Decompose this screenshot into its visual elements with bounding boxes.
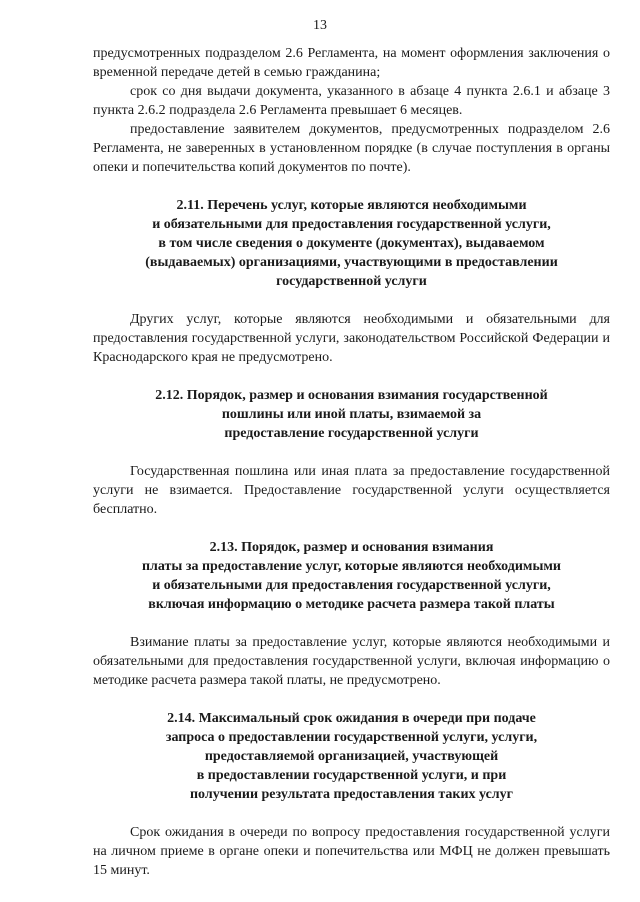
- intro-paragraph-3: предоставление заявителем документов, предусмотренных подразделом 2.6 Регламента, не заверенных в установленном порядке (в случае поступления в органы опеки и попечительства копий документов по почте).: [93, 122, 610, 175]
- section-body-2-12: Государственная пошлина или иная плата за предоставление государственной услуги не взимается. Предоставление государственной услуги осуществляется бесплатно.: [93, 464, 610, 517]
- section-body-2-14: Срок ожидания в очереди по вопросу предоставления государственной услуги на личном приеме в органе опеки и попечительства или МФЦ не должен превышать 15 минут.: [93, 825, 610, 878]
- heading-line: 2.14. Максимальный срок ожидания в очереди при подаче: [167, 711, 536, 726]
- heading-line: 2.12. Порядок, размер и основания взимания государственной: [155, 388, 548, 403]
- page-content: [93, 44, 610, 880]
- section-heading-2-13: [93, 538, 610, 614]
- section-heading-2-14: [93, 709, 610, 804]
- heading-line: запроса о предоставлении государственной услуги, услуги,: [165, 730, 538, 745]
- heading-line: включая информацию о методике расчета размера такой платы: [148, 597, 555, 612]
- section-body-2-11: Других услуг, которые являются необходимыми и обязательными для предоставления государственной услуги, законодательством Российской Федерации и Краснодарского края не предусмотрено.: [93, 312, 610, 365]
- heading-line: и обязательными для предоставления государственной услуги,: [152, 217, 551, 232]
- intro-paragraph-2: срок со дня выдачи документа, указанного в абзаце 4 пункта 2.6.1 и абзаце 3 пункта 2.6.2 подраздела 2.6 Регламента превышает 6 месяцев.: [93, 84, 610, 118]
- heading-line: пошлины или иной платы, взимаемой за: [221, 407, 482, 422]
- section-body-2-13: Взимание платы за предоставление услуг, которые являются необходимыми и обязательными для предоставления государственной услуги, включая информацию о методике расчета размера такой платы, не предусмотрено.: [93, 635, 610, 688]
- section-heading-2-11: [93, 196, 610, 291]
- intro-paragraph-1: предусмотренных подразделом 2.6 Регламента, на момент оформления заключения о временной передаче детей в семью гражданина;: [93, 46, 610, 80]
- heading-line: платы за предоставление услуг, которые являются необходимыми: [141, 559, 561, 574]
- page-number: 13: [313, 18, 327, 33]
- heading-line: предоставление государственной услуги: [224, 426, 479, 441]
- heading-line: получении результата предоставления таких услуг: [189, 787, 514, 802]
- heading-line: в том числе сведения о документе (документах), выдаваемом: [158, 236, 545, 251]
- heading-line: государственной услуги: [276, 274, 427, 289]
- section-heading-2-12: [93, 386, 610, 443]
- heading-line: 2.11. Перечень услуг, которые являются необходимыми: [176, 198, 527, 213]
- heading-line: в предоставлении государственной услуги, и при: [196, 768, 507, 783]
- heading-line: предоставляемой организацией, участвующей: [204, 749, 499, 764]
- heading-line: и обязательными для предоставления государственной услуги,: [152, 578, 551, 593]
- heading-line: 2.13. Порядок, размер и основания взимания: [209, 540, 494, 555]
- heading-line: (выдаваемых) организациями, участвующими в предоставлении: [145, 255, 558, 270]
